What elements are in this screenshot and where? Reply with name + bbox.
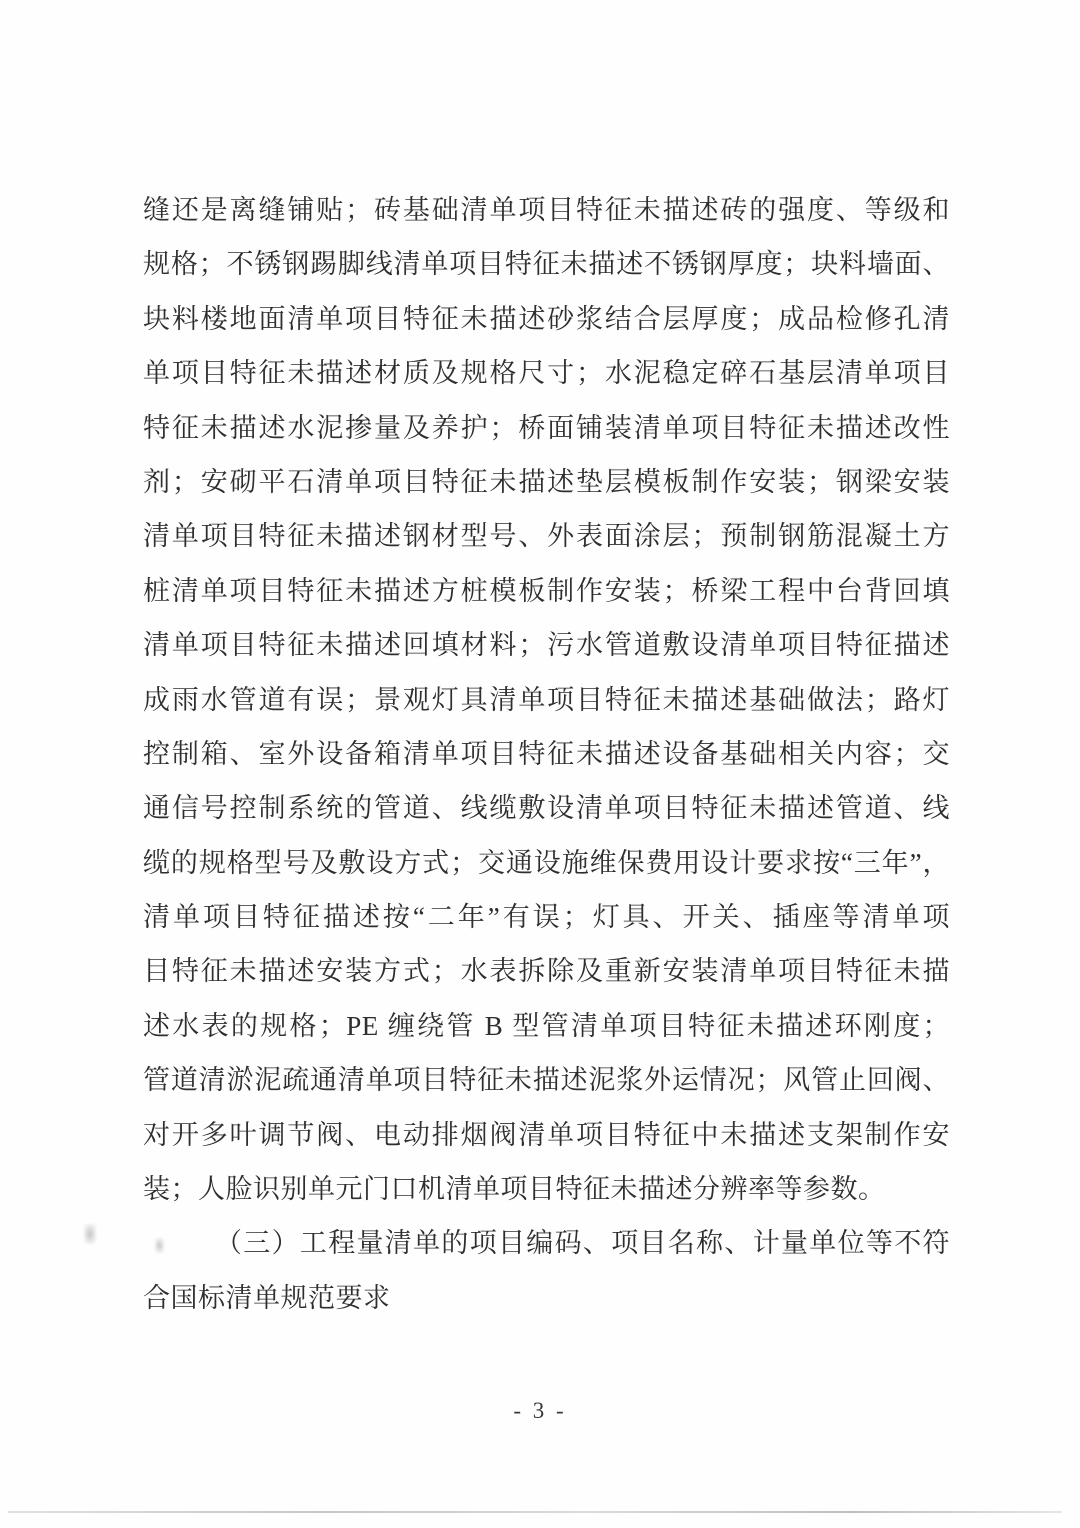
text-line: 通信号控制系统的管道、线缆敷设清单项目特征未描述管道、线	[143, 793, 950, 824]
text-line: 清单项目特征描述按“二年”有误；灯具、开关、插座等清单项	[143, 902, 950, 933]
text-line: 单项目特征未描述材质及规格尺寸；水泥稳定碎石基层清单项目	[143, 358, 950, 389]
scan-smudge-artifact	[155, 1238, 164, 1253]
text-line: 块料楼地面清单项目特征未描述砂浆结合层厚度；成品检修孔清	[143, 303, 950, 334]
body-text	[143, 183, 950, 1325]
text-line: 缆的规格型号及敷设方式；交通设施维保费用设计要求按“三年”，	[143, 847, 950, 878]
text-line: 控制箱、室外设备箱清单项目特征未描述设备基础相关内容；交	[143, 738, 950, 769]
text-line: 对开多叶调节阀、电动排烟阀清单项目特征中未描述支架制作安	[143, 1119, 950, 1150]
text-line: 缝还是离缝铺贴；砖基础清单项目特征未描述砖的强度、等级和	[143, 195, 950, 225]
text-line: 清单项目特征未描述回填材料；污水管道敷设清单项目特征描述	[143, 630, 950, 661]
section-heading-line: （三）工程量清单的项目编码、项目名称、计量单位等不符	[215, 1228, 950, 1259]
text-line-paragraph-end: 装；人脸识别单元门口机清单项目特征未描述分辨率等参数。	[143, 1174, 886, 1205]
text-line: 特征未描述水泥掺量及养护；桥面铺装清单项目特征未描述改性	[143, 412, 950, 443]
section-heading-line: 合国标清单规范要求	[143, 1282, 391, 1313]
text-line: 桩清单项目特征未描述方桩模板制作安装；桥梁工程中台背回填	[143, 575, 950, 606]
text-line: 管道清淤泥疏通清单项目特征未描述泥浆外运情况；风管止回阀、	[143, 1065, 950, 1096]
text-line: 清单项目特征未描述钢材型号、外表面涂层；预制钢筋混凝土方	[143, 521, 950, 552]
text-line: 规格；不锈钢踢脚线清单项目特征未描述不锈钢厚度；块料墙面、	[143, 249, 950, 280]
scan-edge-artifact	[8, 1511, 1062, 1513]
text-line: 述水表的规格；PE 缠绕管 B 型管清单项目特征未描述环刚度；	[143, 1010, 950, 1041]
text-line: 剂；安砌平石清单项目特征未描述垫层模板制作安装；钢梁安装	[143, 466, 950, 497]
text-line: 成雨水管道有误；景观灯具清单项目特征未描述基础做法；路灯	[143, 684, 950, 715]
text-line: 目特征未描述安装方式；水表拆除及重新安装清单项目特征未描	[143, 956, 950, 987]
scan-smudge-artifact	[84, 1224, 96, 1244]
page-number: - 3 -	[513, 1398, 567, 1423]
